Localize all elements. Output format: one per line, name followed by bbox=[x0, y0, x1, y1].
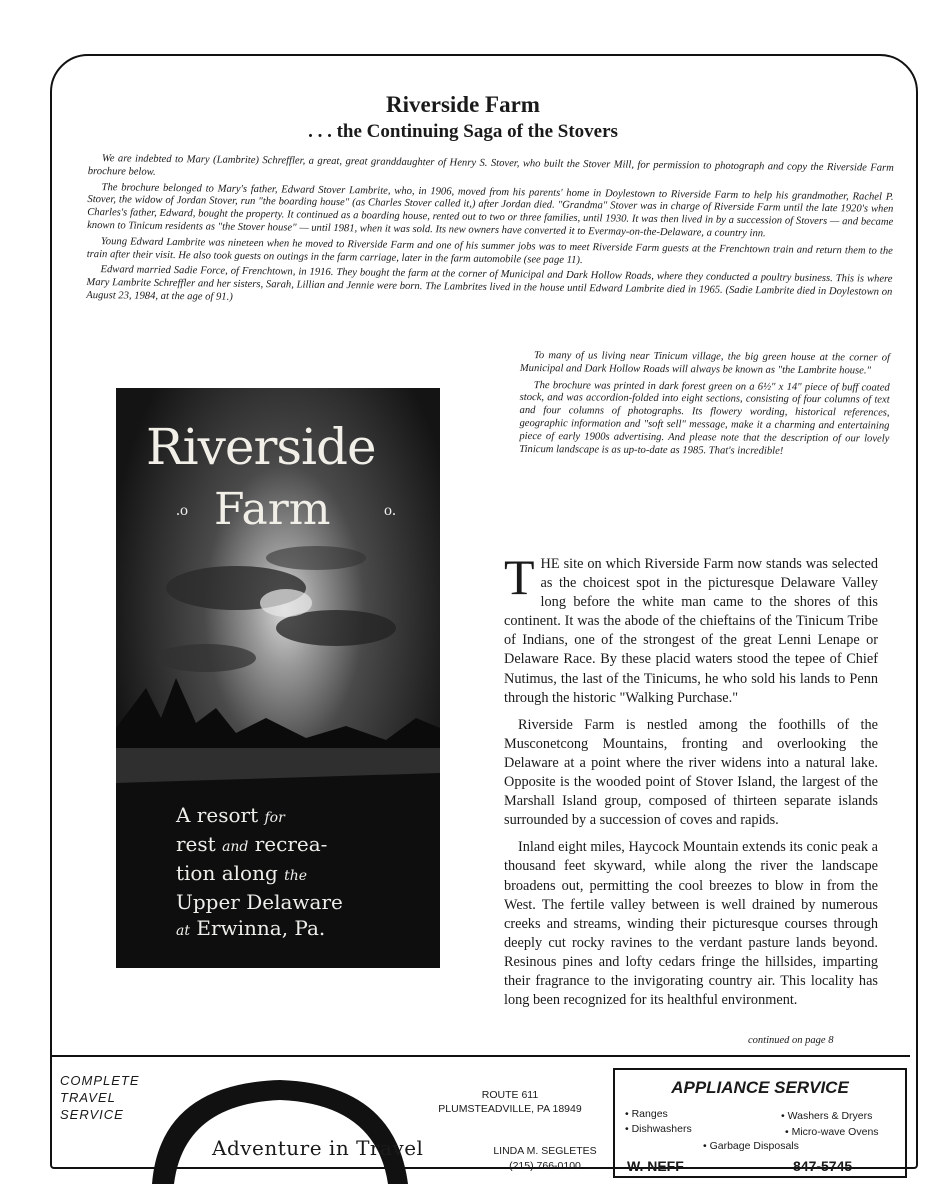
address-line: ROUTE 611 bbox=[481, 1089, 539, 1101]
service-item: • Ranges bbox=[625, 1108, 668, 1120]
brochure-image bbox=[116, 388, 440, 968]
tagline-text: Upper Delaware bbox=[176, 890, 343, 914]
slogan-line: TRAVEL bbox=[60, 1090, 116, 1105]
tagline-line bbox=[176, 831, 376, 860]
intro-text bbox=[86, 153, 894, 316]
continued-note: continued on page 8 bbox=[748, 1035, 834, 1046]
main-paragraph-text: HE site on which Riverside Farm now stands was selected as the choicest spot in the picturesque Delaware Valley long before the white man came to the shores of this continent. It was the abode of the chieftains of the Tinicum Tribe of Indians, one of the strongest of the great Lenni Lenape or Delaware Race. By these placid waters stood the tepee of Chief Nutimus, the last of the Tinicums, he who sold his lands to Penn through the historic "Walking Purchase." bbox=[504, 556, 878, 706]
tagline-line bbox=[176, 860, 376, 889]
service-item: • Garbage Disposals bbox=[703, 1140, 799, 1152]
brochure-title: Riverside bbox=[146, 418, 376, 476]
service-item: • Micro-wave Ovens bbox=[785, 1126, 879, 1138]
tagline-text: rest bbox=[176, 832, 216, 856]
main-paragraph: Inland eight miles, Haycock Mountain extends its conic peak a thousand feet skyward, while along the river the landscape broadens out, permitting the cool breezes to blow in from the West. The fertile valley between is well drained by numerous creeks and streams, winding their picturesque courses through deeply cut rocky ravines to the verdant pasture lands beyond. Resinous pines and lofty cedars fringe the hillsides, imparting their fragrance to the invigorating country air. This locality has long been recognized for its healthful environment. bbox=[504, 839, 878, 1009]
brochure-ornament: .o bbox=[176, 502, 188, 519]
main-paragraph bbox=[504, 549, 878, 708]
ad-divider bbox=[50, 1055, 910, 1057]
drop-cap: T bbox=[504, 549, 535, 605]
travel-contact bbox=[480, 1144, 610, 1174]
slogan-line: SERVICE bbox=[60, 1107, 124, 1122]
intro-paragraph: We are indebted to Mary (Lambrite) Schreffler, a great, great granddaughter of Henry S. Stover, who built the Stover Mill, for permission to photograph and copy the Riverside Farm brochure below. bbox=[87, 153, 894, 178]
brochure-subtitle: Farm bbox=[214, 484, 331, 535]
tagline-small: for bbox=[264, 810, 285, 826]
intro-paragraph: The brochure belonged to Mary's father, Edward Stover Lambrite, who, in 1906, moved from his parents' home in Doylestown to Riverside Farm to help his grandmother, Rachel P. Stover, the widow of Jordan Stover, run "the boarding house" (as Charles Stover called it,) after Jordan died. "Grandma" Stover was in charge of Riverside Farm until the late 1920's when Charles's father, Edward, bought the property. It continued as a boarding house, rented out to two or three families, until 1930. It was then lived in by a succession of Stovers — and became known to Tinicum residents as "the Stover house" — until 1981, when it was sold. Its new owners have converted it to Evermay-on-the-Delaware, a country inn. bbox=[87, 181, 894, 240]
travel-agency-name: Adventure in Travel bbox=[212, 1136, 424, 1160]
tagline-text: A resort bbox=[176, 803, 259, 827]
brochure-ornament: o. bbox=[384, 502, 396, 519]
slogan-line: COMPLETE bbox=[60, 1073, 140, 1088]
appliance-ad-title: APPLIANCE SERVICE bbox=[671, 1078, 849, 1097]
article-subtitle: . . . the Continuing Saga of the Stovers bbox=[308, 121, 618, 142]
tagline-line bbox=[176, 889, 376, 915]
travel-address bbox=[420, 1088, 600, 1116]
appliance-ad bbox=[613, 1068, 907, 1178]
travel-ad-slogan bbox=[60, 1072, 140, 1123]
contact-phone: (215) 766-0100 bbox=[509, 1160, 581, 1172]
brochure-text bbox=[504, 549, 878, 1018]
tagline-text: recrea- bbox=[254, 832, 328, 856]
note-paragraph: The brochure was printed in dark forest green on a 6½" x 14" piece of buff coated stock, and was accordion-folded into eight sections, consisting of four columns of text and four columns of photographs. Its flowery wording, historical references, geographic information and "soft sell" message, make it a charming and entertaining piece of early 1900s advertising. And please note that the description of our lovely Tinicum landscape is as up-to-date as 1985. That's incredible! bbox=[519, 379, 890, 457]
intro-paragraph: Young Edward Lambrite was nineteen when he moved to Riverside Farm and one of his summer jobs was to meet Riverside Farm guests at the Frenchtown train and return them to the train after their visit. He also took guests on outings in the farm carriage, later in the farm automobile (see page 11). bbox=[86, 235, 893, 266]
appliance-phone: 847-5745 bbox=[793, 1158, 853, 1174]
appliance-owner: W. NEFF bbox=[627, 1158, 684, 1174]
travel-logo-arch bbox=[140, 1074, 420, 1184]
brochure-tagline bbox=[176, 802, 376, 944]
service-item: • Dishwashers bbox=[625, 1123, 692, 1135]
tagline-small: the bbox=[284, 868, 308, 884]
article-title: Riverside Farm bbox=[386, 92, 540, 117]
intro-paragraph: Edward married Sadie Force, of Frenchtown, in 1916. They bought the farm at the corner of Municipal and Dark Hollow Roads, where they conducted a poultry business. This is where Mary Lambrite Schreffler and her sisters, Sarah, Lillian and Jennie were born. The Lambrites lived in the house until Edward Lambrite died in 1965. (Sadie Lambrite died in Doylestown on August 23, 1984, at the age of 91.) bbox=[86, 264, 893, 303]
note-paragraph: To many of us living near Tinicum village, the big green house at the corner of Municipal and Dark Hollow Roads will always be known as "the Lambrite house." bbox=[519, 350, 890, 377]
tagline-line bbox=[176, 802, 376, 831]
main-paragraph: Riverside Farm is nestled among the foothills of the Musconetcong Mountains, fronting and overlooking the Delaware at a point where the river widens into a natural lake. Opposite is the wooded point of Stover Island, the largest of the Marshall Island group, composed of thirteen separate islands surrounded by a succession of coves and rapids. bbox=[504, 716, 878, 829]
travel-ad bbox=[60, 1068, 608, 1178]
contact-name: LINDA M. SEGLETES bbox=[493, 1145, 597, 1157]
tagline-small: at bbox=[176, 923, 190, 939]
tagline-small: and bbox=[222, 839, 249, 855]
address-line: PLUMSTEADVILLE, PA 18949 bbox=[438, 1103, 582, 1115]
tagline-text: Erwinna, Pa. bbox=[196, 916, 326, 940]
service-item: • Washers & Dryers bbox=[781, 1110, 873, 1122]
tagline-line bbox=[176, 915, 376, 944]
editor-note bbox=[519, 350, 890, 463]
tagline-text: tion along bbox=[176, 861, 278, 885]
